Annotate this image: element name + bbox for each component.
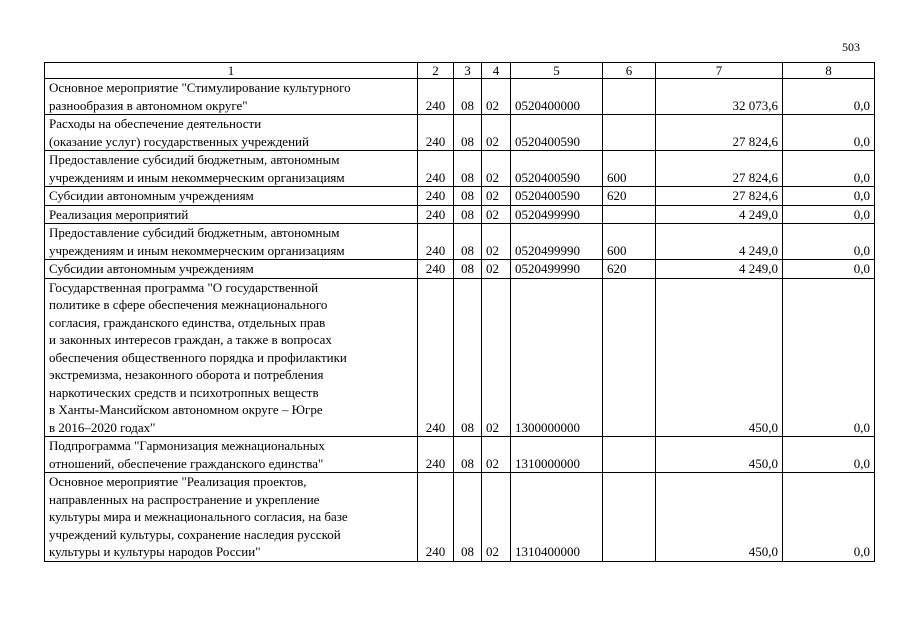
target-article-cell: 1300000000	[511, 278, 603, 437]
row-name-line: (оказание услуг) государственных учреждений	[49, 133, 309, 149]
subsection-cell: 02	[482, 473, 511, 562]
target-article-cell: 0520499990	[511, 224, 603, 260]
amount-cell: 27 824,6	[656, 187, 783, 206]
amount-cell: 450,0	[656, 278, 783, 437]
subsection-cell: 02	[482, 79, 511, 115]
page-number: 503	[842, 40, 860, 54]
amount-2-cell: 0,0	[783, 260, 875, 279]
subsection-cell: 02	[482, 187, 511, 206]
row-name-line: политике в сфере обеспечения межнационального	[49, 297, 328, 312]
row-name-line: культуры и культуры народов России"	[49, 544, 261, 559]
header-col-6: 6	[603, 63, 656, 79]
row-name-line: учреждениям и иным некоммерческим организациям	[49, 242, 345, 258]
expense-type-cell	[603, 205, 656, 224]
row-name-cell	[45, 278, 418, 437]
section-cell: 08	[454, 260, 482, 279]
amount-cell: 4 249,0	[656, 260, 783, 279]
row-name-cell	[45, 187, 418, 206]
row-name-line: Предоставление субсидий бюджетным, автономным	[49, 225, 340, 240]
table-body	[45, 79, 875, 562]
admin-code-cell: 240	[418, 224, 454, 260]
row-name-line: согласия, гражданского единства, отдельных прав	[49, 314, 326, 330]
section-cell: 08	[454, 79, 482, 115]
table-row	[45, 79, 875, 115]
section-cell: 08	[454, 224, 482, 260]
expense-type-cell: 620	[603, 187, 656, 206]
amount-2-cell: 0,0	[783, 151, 875, 187]
subsection-cell: 02	[482, 205, 511, 224]
subsection-cell: 02	[482, 278, 511, 437]
section-cell: 08	[454, 473, 482, 562]
admin-code-cell: 240	[418, 151, 454, 187]
header-col-3: 3	[454, 63, 482, 79]
admin-code-cell: 240	[418, 473, 454, 562]
section-cell: 08	[454, 115, 482, 151]
row-name-line: направленных на распространение и укрепление	[49, 491, 320, 507]
admin-code-cell: 240	[418, 205, 454, 224]
header-col-7: 7	[656, 63, 783, 79]
header-row	[45, 63, 875, 79]
admin-code-cell: 240	[418, 187, 454, 206]
table-row	[45, 278, 875, 437]
header-col-8: 8	[783, 63, 875, 79]
table-row	[45, 115, 875, 151]
row-name-cell	[45, 224, 418, 260]
expense-type-cell	[603, 473, 656, 562]
table-row	[45, 224, 875, 260]
admin-code-cell: 240	[418, 115, 454, 151]
amount-cell: 27 824,6	[656, 151, 783, 187]
row-name-cell	[45, 151, 418, 187]
table-row	[45, 151, 875, 187]
amount-cell: 450,0	[656, 437, 783, 473]
header-col-4: 4	[482, 63, 511, 79]
row-name-line: и законных интересов граждан, а также в вопросах	[49, 332, 332, 347]
subsection-cell: 02	[482, 115, 511, 151]
expense-type-cell	[603, 278, 656, 437]
expense-type-cell	[603, 115, 656, 151]
table-row	[45, 205, 875, 224]
amount-2-cell: 0,0	[783, 473, 875, 562]
admin-code-cell: 240	[418, 79, 454, 115]
header-col-1: 1	[45, 63, 418, 79]
row-name-cell	[45, 115, 418, 151]
row-name-line: экстремизма, незаконного оборота и потребления	[49, 367, 324, 382]
amount-2-cell: 0,0	[783, 224, 875, 260]
subsection-cell: 02	[482, 437, 511, 473]
table-row	[45, 473, 875, 562]
amount-cell: 450,0	[656, 473, 783, 562]
row-name-line: Подпрограмма "Гармонизация межнациональных	[49, 438, 325, 453]
row-name-line: наркотических средств и психотропных веществ	[49, 384, 319, 400]
row-name-line: учреждений культуры, сохранение наследия русской	[49, 526, 341, 542]
row-name-line: в 2016–2020 годах"	[49, 419, 156, 435]
row-name-line: Субсидии автономным учреждениям	[49, 261, 254, 276]
amount-cell: 4 249,0	[656, 205, 783, 224]
row-name-cell	[45, 79, 418, 115]
amount-2-cell: 0,0	[783, 278, 875, 437]
expense-type-cell	[603, 437, 656, 473]
admin-code-cell: 240	[418, 260, 454, 279]
admin-code-cell: 240	[418, 278, 454, 437]
row-name-line: в Ханты-Мансийском автономном округе – Югре	[49, 402, 323, 417]
subsection-cell: 02	[482, 151, 511, 187]
amount-cell: 27 824,6	[656, 115, 783, 151]
row-name-cell	[45, 205, 418, 224]
row-name-line: Реализация мероприятий	[49, 206, 189, 222]
target-article-cell: 0520400000	[511, 79, 603, 115]
subsection-cell: 02	[482, 224, 511, 260]
target-article-cell: 0520400590	[511, 115, 603, 151]
row-name-line: обеспечения общественного порядка и профилактики	[49, 349, 347, 365]
target-article-cell: 0520499990	[511, 260, 603, 279]
row-name-line: Основное мероприятие "Стимулирование культурного	[49, 80, 351, 95]
section-cell: 08	[454, 151, 482, 187]
table-row	[45, 437, 875, 473]
admin-code-cell: 240	[418, 437, 454, 473]
expense-type-cell: 620	[603, 260, 656, 279]
expense-type-cell	[603, 79, 656, 115]
amount-2-cell: 0,0	[783, 437, 875, 473]
amount-2-cell: 0,0	[783, 187, 875, 206]
header-col-5: 5	[511, 63, 603, 79]
section-cell: 08	[454, 437, 482, 473]
row-name-line: Субсидии автономным учреждениям	[49, 188, 254, 203]
row-name-cell	[45, 437, 418, 473]
header-col-2: 2	[418, 63, 454, 79]
section-cell: 08	[454, 205, 482, 224]
target-article-cell: 1310000000	[511, 437, 603, 473]
section-cell: 08	[454, 278, 482, 437]
row-name-line: Расходы на обеспечение деятельности	[49, 116, 262, 131]
row-name-line: Предоставление субсидий бюджетным, автономным	[49, 152, 340, 167]
amount-2-cell: 0,0	[783, 79, 875, 115]
table-row	[45, 260, 875, 279]
section-cell: 08	[454, 187, 482, 206]
amount-2-cell: 0,0	[783, 205, 875, 224]
amount-cell: 32 073,6	[656, 79, 783, 115]
row-name-line: учреждениям и иным некоммерческим организациям	[49, 169, 345, 185]
target-article-cell: 0520400590	[511, 187, 603, 206]
amount-cell: 4 249,0	[656, 224, 783, 260]
expense-type-cell: 600	[603, 151, 656, 187]
row-name-line: культуры мира и межнационального согласия, на базе	[49, 509, 348, 524]
budget-table	[44, 62, 875, 562]
row-name-cell	[45, 473, 418, 562]
target-article-cell: 0520400590	[511, 151, 603, 187]
row-name-line: Государственная программа "О государственной	[49, 279, 319, 295]
row-name-line: отношений, обеспечение гражданского единства"	[49, 455, 324, 471]
row-name-line: Основное мероприятие "Реализация проектов,	[49, 474, 307, 489]
row-name-cell	[45, 260, 418, 279]
target-article-cell: 1310400000	[511, 473, 603, 562]
table-row	[45, 187, 875, 206]
subsection-cell: 02	[482, 260, 511, 279]
row-name-line: разнообразия в автономном округе"	[49, 97, 248, 113]
target-article-cell: 0520499990	[511, 205, 603, 224]
expense-type-cell: 600	[603, 224, 656, 260]
amount-2-cell: 0,0	[783, 115, 875, 151]
